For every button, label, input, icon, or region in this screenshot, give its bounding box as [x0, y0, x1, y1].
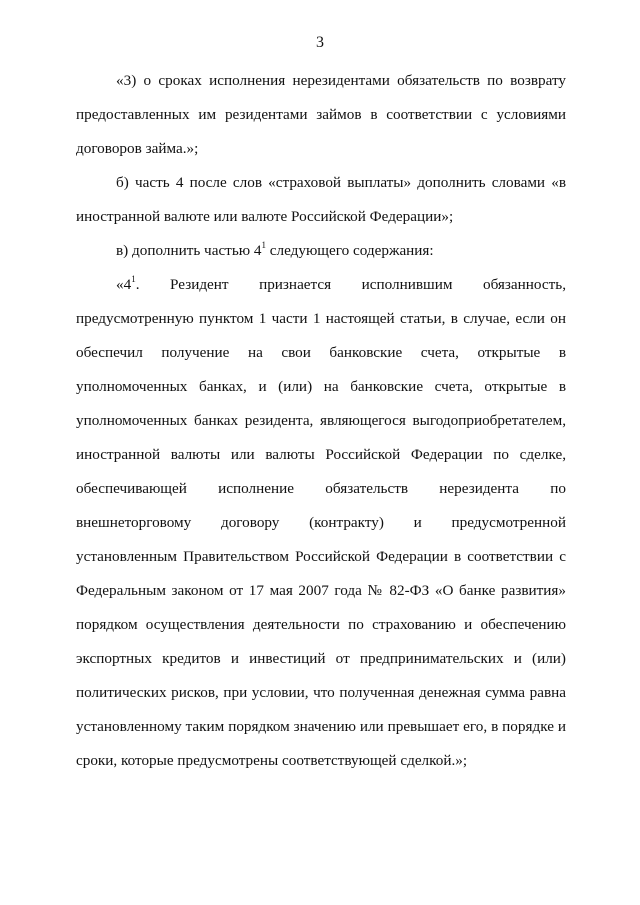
paragraph-add-part-4-1-text: в) дополнить частью 4	[116, 242, 262, 259]
page-number: 3	[316, 34, 324, 51]
paragraph-add-part-4-1	[76, 234, 566, 268]
paragraph-item-3: «3) о сроках исполнения нерезидентами обязательств по возврату предоставленных им резидентами займов в соответствии с условиями договоров займа.»;	[76, 72, 566, 157]
superscript-marker: 1	[261, 239, 266, 250]
document-body	[76, 64, 566, 778]
paragraph-part-4-amendment: б) часть 4 после слов «страховой выплаты» дополнить словами «в иностранной валюте или валюте Российской Федерации»;	[76, 174, 566, 225]
paragraph-add-part-4-1-tail: следующего содержания:	[265, 242, 434, 259]
part-4-1-prefix: «4	[116, 276, 132, 293]
part-4-1-body: . Резидент признается исполнившим обязанность, предусмотренную пунктом 1 части 1 настоящей статьи, в случае, если он обеспечил получение на свои банковские счета, открытые в уполномоченных банках, и (или) на банковские счета, открытые в уполномоченных банках резидента, являющегося выгодоприобретателем, иностранной валюты или валюты Российской Федерации по сделке, обеспечивающей исполнение обязательств нерезидента по внешнеторговому договору (контракту) и предусмотренной установленным Правительством Российской Федерации в соответствии с Федеральным законом от 17 мая 2007 года № 82-ФЗ «О банке развития» порядком осуществления деятельности по страхованию и обеспечению экспортных кредитов и инвестиций от предпринимательских и (или) политических рисков, при условии, что полученная денежная сумма равна установленному таким порядком значению или превышает его, в порядке и сроки, которые предусмотрены соответствующей сделкой.»;	[76, 276, 566, 769]
paragraph-part-4-1-text	[76, 268, 566, 778]
superscript-marker: 1	[131, 273, 136, 284]
